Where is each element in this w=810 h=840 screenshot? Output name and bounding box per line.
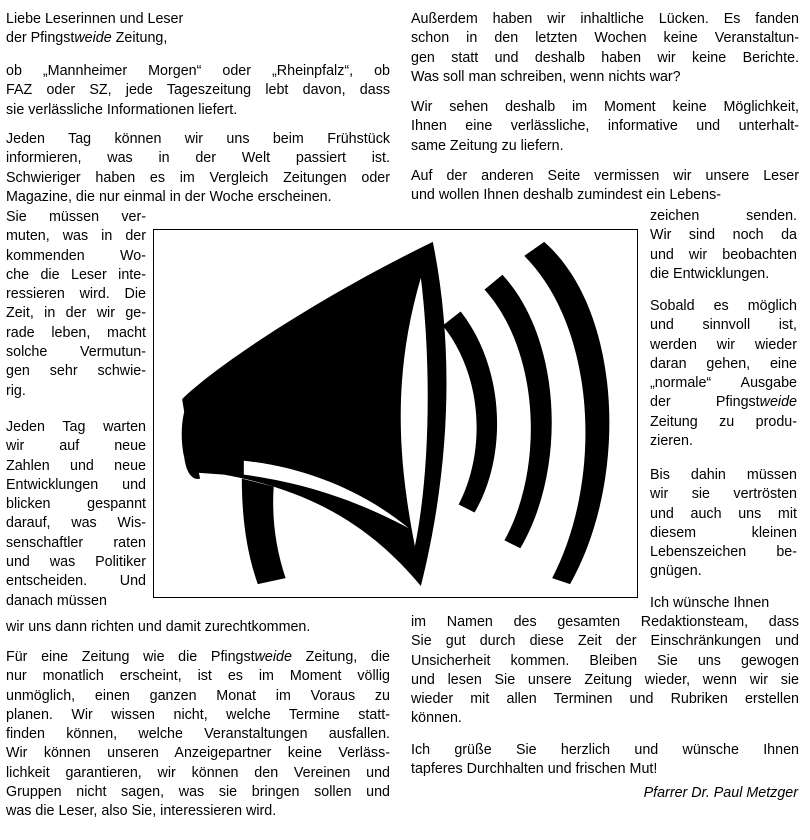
text-line: im Namen des gesamten Redaktionsteam, dass (411, 614, 799, 630)
text-line: muten, was in der (6, 228, 146, 245)
right-paragraph-6 (411, 613, 799, 729)
text-line: und wir beobachten (650, 246, 797, 263)
text-line: Ich grüße Sie herzlich und wünsche Ihnen (411, 742, 799, 758)
text-line: Auf der anderen Seite vermissen wir unsere Leser (411, 168, 799, 184)
text-line: wieder mit allen Terminen und Rubriken erstellen (411, 691, 799, 708)
text-line: gen sehr schwie- (6, 363, 146, 380)
text-line: „normale“ Ausgabe (650, 375, 797, 392)
left-paragraph-4-tail: wir uns dann richten und damit zurechtkommen. (6, 619, 311, 635)
text-line: sie verlässliche Informationen liefert. (6, 101, 238, 118)
right-paragraph-6-first: Ich wünsche Ihnen (650, 595, 770, 611)
text-line: was die Leser, also Sie, interessieren wird. (6, 803, 277, 820)
text-line: tapferes Durchhalten und frischen Mut! (411, 761, 658, 778)
text-line: der Pfingstweide (650, 394, 797, 411)
text-line: und sinnvoll ist, (650, 317, 797, 334)
right-paragraph-5 (650, 466, 797, 582)
text-line: daran gehen, eine (650, 355, 797, 372)
text-line: lichkeit garantieren, wir können den Vereinen und (6, 764, 390, 781)
text-line: Lebenszeichen be- (650, 544, 797, 561)
text-line: Wir können unseren Anzeigepartner keine Verläss- (6, 745, 390, 762)
text-line: Ihnen eine verlässliche, informative und unterhalt- (411, 118, 799, 135)
text-line: und auch uns mit (650, 505, 797, 522)
text-line: ressieren wird. Die (6, 286, 146, 303)
text-line: rade leben, macht (6, 324, 146, 341)
text-line: zieren. (650, 433, 693, 450)
text-line: Außerdem haben wir inhaltliche Lücken. Es fanden (411, 11, 799, 27)
right-paragraph-1 (411, 10, 799, 87)
text-line: senschaftler raten (6, 534, 146, 551)
text-line: che die Leser inte- (6, 266, 146, 283)
right-paragraph-2 (411, 98, 799, 156)
salutation (6, 10, 390, 49)
text-line: informieren, was in der Welt passiert ist. (6, 150, 390, 167)
text-line: kommenden Wo- (6, 247, 146, 264)
text-line: ob „Mannheimer Morgen“ oder „Rheinpfalz“, ob (6, 63, 390, 79)
text-line: gnügen. (650, 563, 702, 580)
text-line: und wollen Ihnen deshalb zumindest ein Lebens- (411, 187, 721, 204)
text-line: entscheiden. Und (6, 573, 146, 590)
left-paragraph-2 (6, 130, 390, 207)
text-line: die Entwicklungen. (650, 265, 770, 282)
text-line: wir sie vertrösten (650, 486, 797, 503)
text-line: Unsicherheit kommen. Bleiben Sie uns gewogen (411, 652, 799, 669)
text-line: Sobald es möglich (650, 298, 797, 314)
text-line: rig. (6, 382, 26, 399)
text-line: Gruppen nicht sagen, was sie bringen sollen und (6, 784, 390, 801)
text-line: Entwicklungen und (6, 476, 146, 493)
text-line: Schwieriger haben es im Vergleich Zeitungen oder (6, 169, 390, 186)
text-line: Jeden Tag warten (6, 419, 146, 435)
megaphone-icon (154, 230, 637, 597)
text-line: Wir sehen deshalb im Moment keine Möglichkeit, (411, 99, 799, 115)
right-paragraph-7 (411, 741, 799, 780)
text-line: und lesen Sie unsere Zeitung wieder, wenn wir sie (411, 671, 799, 688)
left-paragraph-1 (6, 62, 390, 120)
text-line: können. (411, 710, 462, 727)
right-paragraph-3-narrow (650, 207, 797, 284)
text-line: und was Politiker (6, 554, 146, 571)
text-line: Wir sind noch da (650, 227, 797, 244)
text-line: Bis dahin müssen (650, 467, 797, 483)
text-line: Für eine Zeitung wie die Pfingstweide Zeitung, die (6, 649, 390, 665)
text-line: FAZ oder SZ, jede Tageszeitung lebt davon, dass (6, 82, 390, 99)
text-line: Zeit, in der wir ge- (6, 305, 146, 322)
text-line: Magazine, die nur einmal in der Woche erscheinen. (6, 188, 332, 205)
text-line: diesem kleinen (650, 524, 797, 541)
right-paragraph-3 (411, 167, 799, 206)
text-line: Sie gut durch diese Zeit der Einschränkungen und (411, 633, 799, 650)
text-line: finden können, welche Veranstaltungen ausfallen. (6, 726, 390, 743)
text-line: werden wir wieder (650, 336, 797, 353)
megaphone-image (153, 229, 638, 598)
salutation-line-1: Liebe Leserinnen und Leser (6, 11, 184, 27)
text-line: schon in den letzten Wochen keine Veranstaltun- (411, 30, 799, 47)
text-line: Jeden Tag können wir uns beim Frühstück (6, 131, 390, 147)
text-line: Was soll man schreiben, wenn nichts war? (411, 68, 681, 85)
text-line: same Zeitung zu liefern. (411, 137, 564, 154)
text-line: zeichen senden. (650, 208, 797, 224)
text-line: Sie müssen ver- (6, 209, 146, 225)
text-line: Zeitung zu produ- (650, 413, 797, 430)
left-paragraph-5 (6, 648, 390, 822)
text-line: nur monatlich erscheint, ist es im Moment völlig (6, 668, 390, 685)
right-paragraph-4 (650, 297, 797, 451)
text-line: blicken gespannt (6, 496, 146, 513)
text-line: unmöglich, einen ganzen Monat im Voraus zu (6, 687, 390, 704)
text-line: solche Vermutun- (6, 344, 146, 361)
text-line: darauf, was Wis- (6, 515, 146, 532)
left-paragraph-4 (6, 418, 146, 611)
text-line: gen statt und deshalb haben wir keine Berichte. (411, 49, 799, 66)
signature: Pfarrer Dr. Paul Metzger (643, 785, 798, 801)
text-line: planen. Wir wissen nicht, welche Termine statt- (6, 706, 390, 723)
left-paragraph-3 (6, 208, 146, 401)
text-line: danach müssen (6, 592, 107, 609)
salutation-line-2: der Pfingstweide Zeitung, (6, 30, 168, 47)
text-line: Zahlen und neue (6, 457, 146, 474)
text-line: wir auf neue (6, 438, 146, 455)
